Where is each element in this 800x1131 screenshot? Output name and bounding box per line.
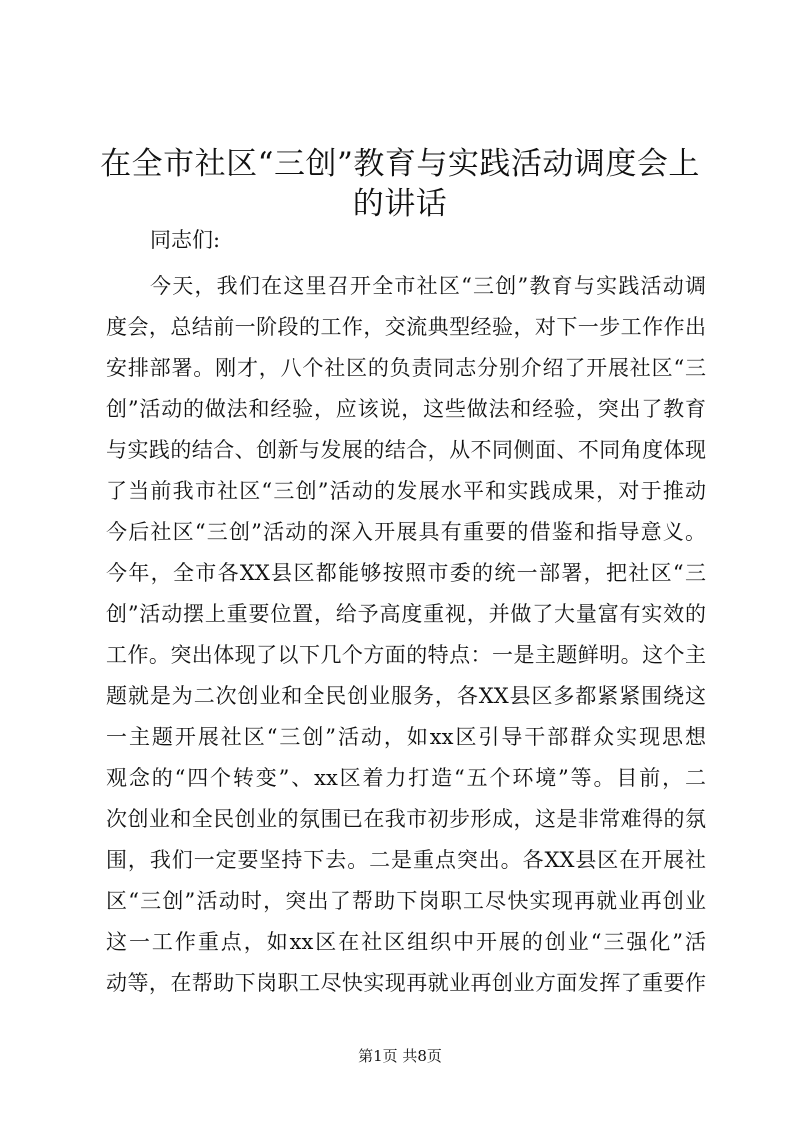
body-line: 围，我们一定要坚持下去。二是重点突出。各XX县区在开展社 <box>106 848 706 872</box>
body-line: 今年，全市各XX县区都能够按照市委的统一部署，把社区“三 <box>106 561 706 585</box>
body-line: 次创业和全民创业的氛围已在我市初步形成，这是非常难得的氛 <box>106 807 706 831</box>
body-line: 了当前我市社区“三创”活动的发展水平和实践成果，对于推动 <box>106 479 706 503</box>
body-line: 度会，总结前一阶段的工作，交流典型经验，对下一步工作作出 <box>106 315 706 339</box>
body-line: 动等，在帮助下岗职工尽快实现再就业再创业方面发挥了重要作 <box>106 971 706 995</box>
body-line: 创”活动摆上重要位置，给予高度重视，并做了大量富有实效的 <box>106 602 706 626</box>
body-line: 今后社区“三创”活动的深入开展具有重要的借鉴和指导意义。 <box>106 520 706 544</box>
body-line: 今天，我们在这里召开全市社区“三创”教育与实践活动调 <box>150 274 706 298</box>
document-title-line-2: 的讲话 <box>352 186 448 222</box>
body-line: 一主题开展社区“三创”活动，如xx区引导干部群众实现思想 <box>106 725 706 749</box>
body-line: 这一工作重点，如xx区在社区组织中开展的创业“三强化”活 <box>106 930 706 954</box>
body-line: 题就是为二次创业和全民创业服务，各XX县区多都紧紧围绕这 <box>106 684 706 708</box>
page-footer: 第1页 共8页 <box>358 1047 442 1065</box>
document-title-line-1: 在全市社区“三创”教育与实践活动调度会上 <box>100 146 700 182</box>
body-line: 安排部署。刚才，八个社区的负责同志分别介绍了开展社区“三 <box>106 356 706 380</box>
body-line: 区“三创”活动时，突出了帮助下岗职工尽快实现再就业再创业 <box>106 889 706 913</box>
greeting: 同志们: <box>150 228 221 252</box>
body-line: 工作。突出体现了以下几个方面的特点：一是主题鲜明。这个主 <box>106 643 706 667</box>
body-line: 与实践的结合、创新与发展的结合，从不同侧面、不同角度体现 <box>106 438 706 462</box>
body-line: 创”活动的做法和经验，应该说，这些做法和经验，突出了教育 <box>106 397 706 421</box>
body-line: 观念的“四个转变”、xx区着力打造“五个环境”等。目前，二 <box>106 766 706 790</box>
